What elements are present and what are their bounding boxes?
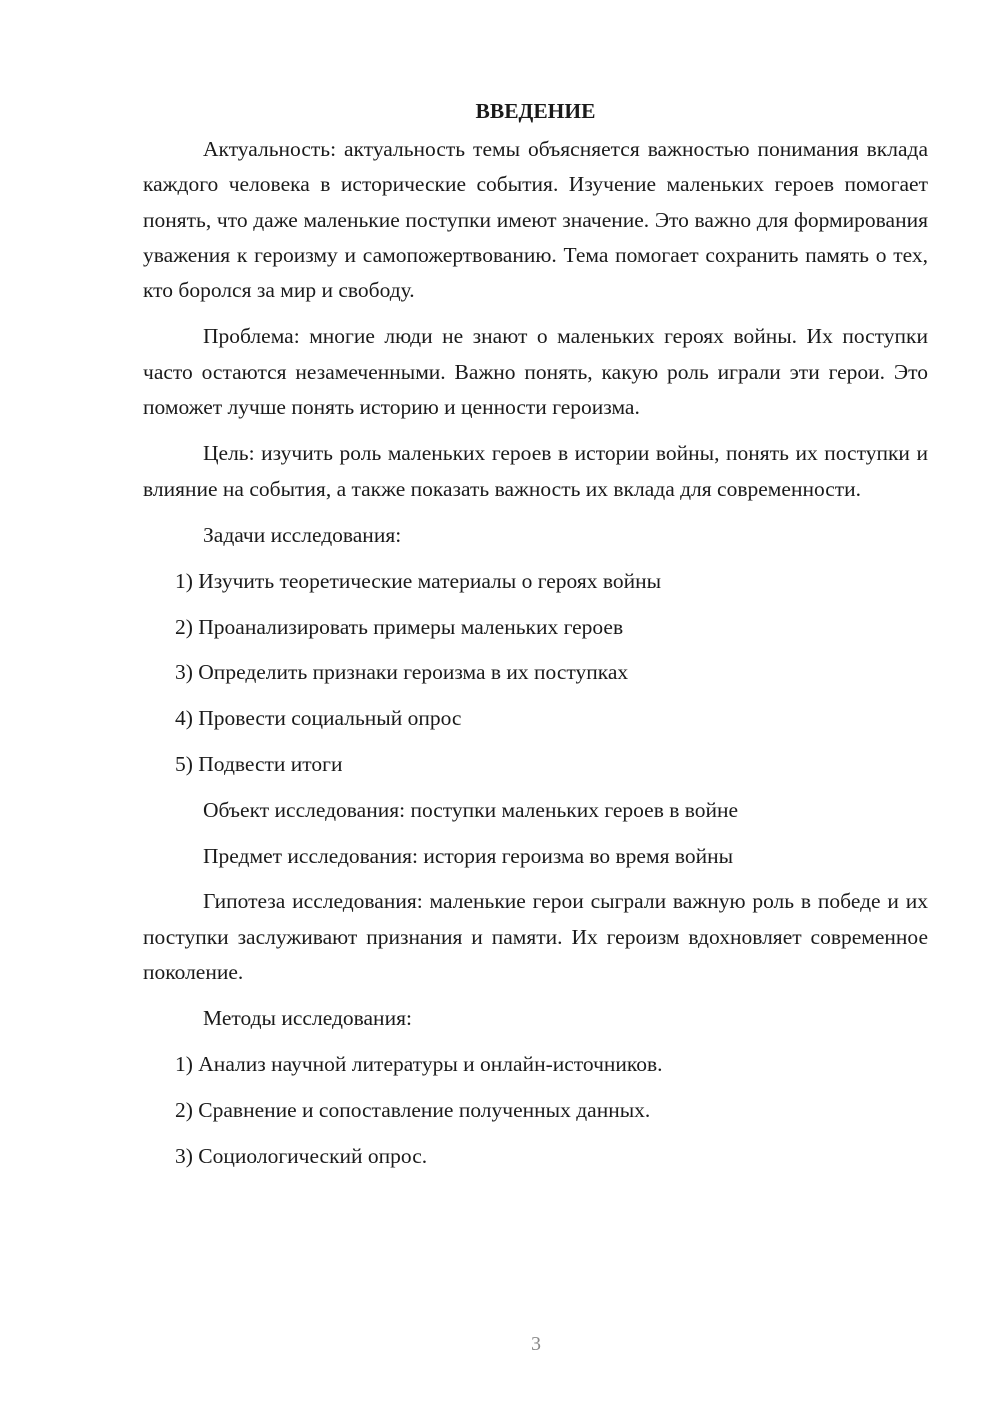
paragraph-problem: Проблема: многие люди не знают о маленьких героях войны. Их поступки часто остаются незамеченными. Важно понять, какую роль играли эти герои. Это поможет лучше понять историю и ценности героизма. [143,324,928,420]
page-number: 3 [531,1333,541,1355]
method-item: 1) Анализ научной литературы и онлайн-источников. [175,1052,663,1077]
method-item: 2) Сравнение и сопоставление полученных данных. [175,1097,651,1122]
paragraph-relevance: Актуальность: актуальность темы объясняется важностью понимания вклада каждого человека в исторические события. Изучение маленьких героев помогает понять, что даже маленькие поступки имеют значение. Это важно для формирования уважения к героизму и самопожертвованию. Тема помогает сохранить память о тех, кто боролся за мир и свободу. [143,137,928,303]
research-subject: Предмет исследования: история героизма во время войны [203,843,734,868]
research-object: Объект исследования: поступки маленьких героев в войне [203,797,739,822]
task-item: 2) Проанализировать примеры маленьких героев [175,614,624,639]
tasks-label: Задачи исследования: [203,522,402,547]
document-page [143,94,928,1184]
methods-label: Методы исследования: [203,1006,412,1031]
task-item: 1) Изучить теоретические материалы о героях войны [175,568,662,593]
method-item: 3) Социологический опрос. [175,1143,428,1168]
task-item: 4) Провести социальный опрос [175,706,462,731]
task-item: 5) Подвести итоги [175,751,343,776]
paragraph-goal: Цель: изучить роль маленьких героев в истории войны, понять их поступки и влияние на события, а также показать важность их вклада для современности. [143,441,928,501]
section-heading: ВВЕДЕНИЕ [475,99,596,123]
task-item: 3) Определить признаки героизма в их поступках [175,660,629,685]
paragraph-hypothesis: Гипотеза исследования: маленькие герои сыграли важную роль в победе и их поступки заслуживают признания и памяти. Их героизм вдохновляет современное поколение. [143,889,928,984]
